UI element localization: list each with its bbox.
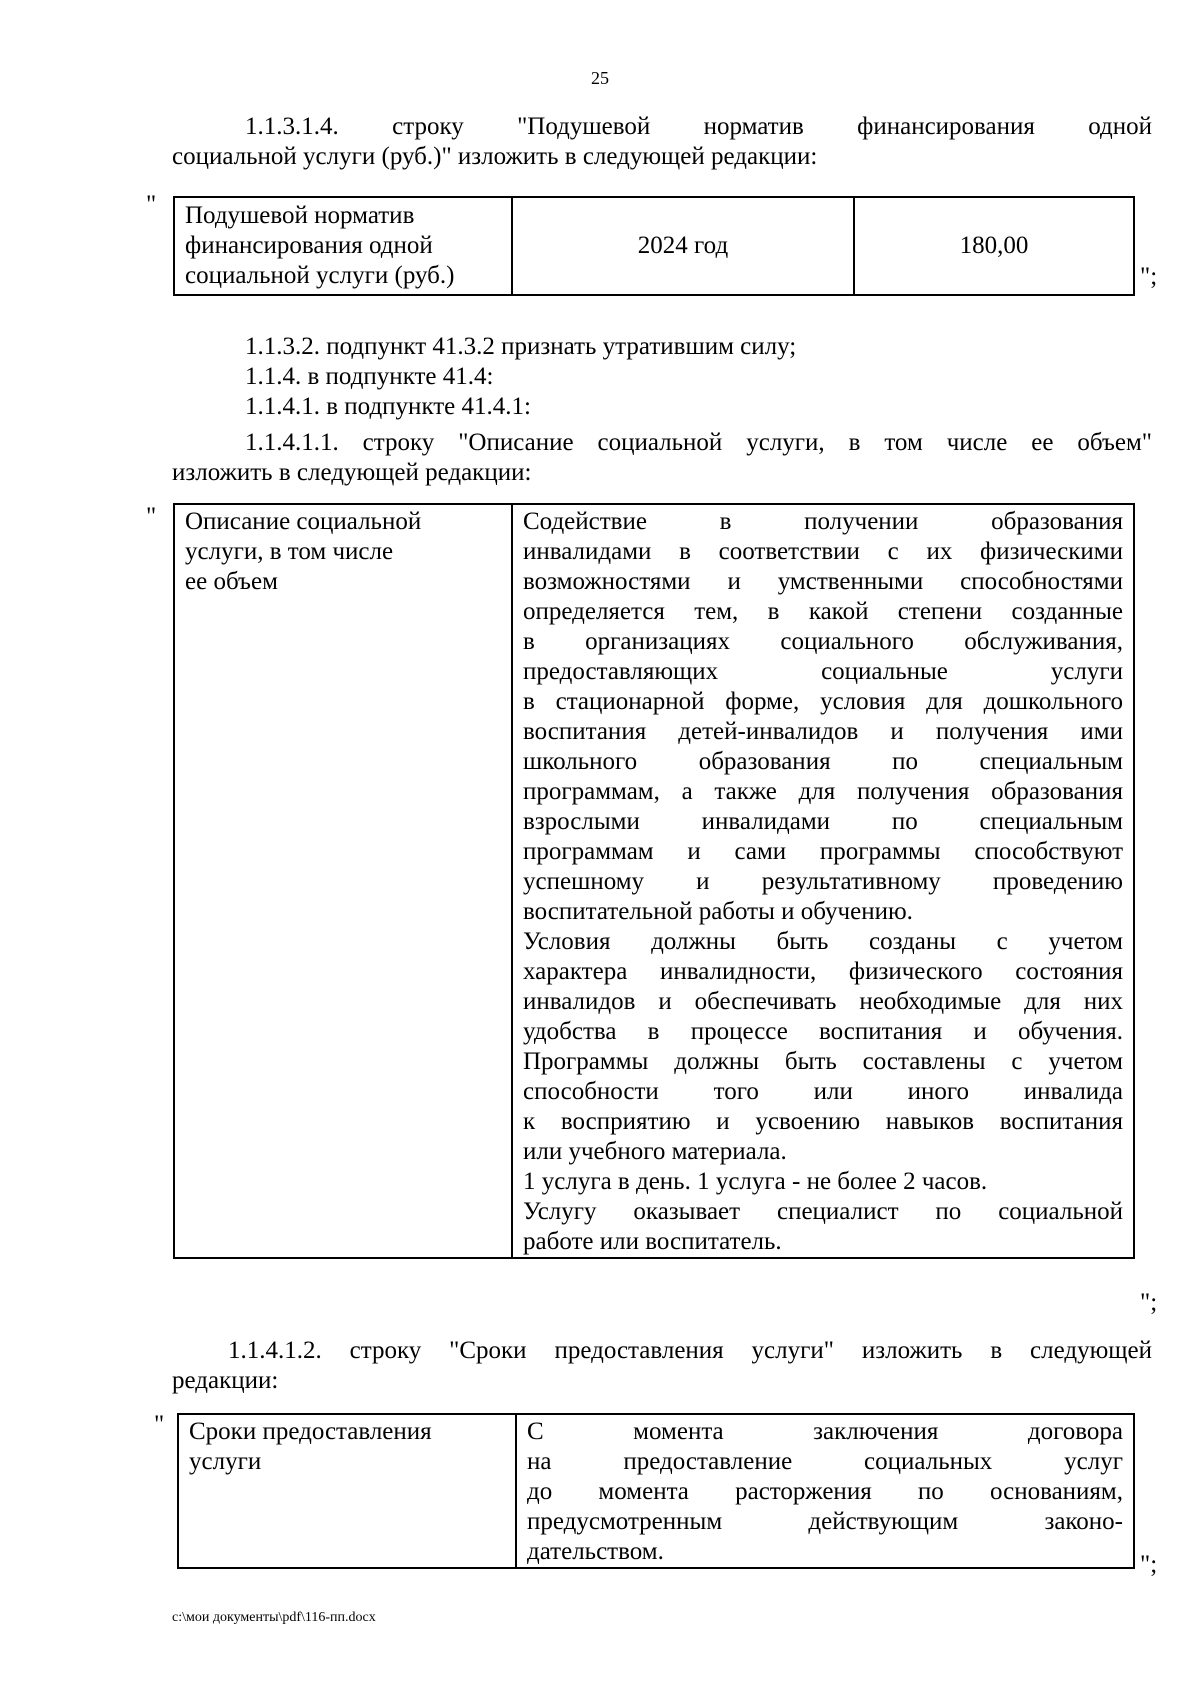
paragraph-1-line-1: 1.1.3.1.4. строку "Подушевой норматив финансирования одной bbox=[245, 113, 1152, 140]
body-line: или учебного материала. bbox=[523, 1138, 787, 1165]
paragraph-3-line-2: редакции: bbox=[172, 1367, 279, 1394]
body-line: программам, а также для получения образования bbox=[523, 778, 1123, 805]
body-line: дательством. bbox=[527, 1538, 664, 1565]
table-1-label-line: Подушевой норматив bbox=[185, 202, 415, 229]
table-2-label-line: ее объем bbox=[185, 568, 278, 595]
table-1-close-quote: "; bbox=[1140, 263, 1158, 290]
body-line: Услугу оказывает специалист по социальной bbox=[523, 1198, 1123, 1225]
table-2-close-quote: "; bbox=[1140, 1289, 1158, 1316]
body-line: способности того или иного инвалида bbox=[523, 1078, 1123, 1105]
body-line: к восприятию и усвоению навыков воспитания bbox=[523, 1108, 1123, 1135]
item-2: 1.1.4. в подпункте 41.4: bbox=[245, 363, 494, 390]
item-1: 1.1.3.2. подпункт 41.3.2 признать утратившим силу; bbox=[245, 333, 797, 360]
table-3-body-cell bbox=[516, 1414, 1134, 1568]
table-2-label-cell bbox=[174, 504, 512, 1258]
body-line: инвалидами в соответствии с их физическими bbox=[523, 538, 1123, 565]
body-line: школьного образования по специальным bbox=[523, 748, 1123, 775]
body-line: программам и сами программы способствуют bbox=[523, 838, 1123, 865]
body-line: С момента заключения договора bbox=[527, 1418, 1123, 1445]
body-line: возможностями и умственными способностями bbox=[523, 568, 1123, 595]
table-row bbox=[178, 1414, 1134, 1568]
body-line: в стационарной форме, условия для дошкольного bbox=[523, 688, 1123, 715]
body-line: в организациях социального обслуживания, bbox=[523, 628, 1123, 655]
table-3-close-quote: "; bbox=[1140, 1551, 1158, 1578]
body-line: воспитательной работы и обучению. bbox=[523, 898, 913, 925]
table-3-body-text bbox=[527, 1417, 1123, 1567]
table-1-label-line: финансирования одной bbox=[185, 232, 433, 259]
body-line: инвалидов и обеспечивать необходимые для них bbox=[523, 988, 1123, 1015]
paragraph-1-line-2: социальной услуги (руб.)" изложить в следующей редакции: bbox=[172, 143, 818, 170]
body-line: характера инвалидности, физического состояния bbox=[523, 958, 1123, 985]
table-1-label-cell bbox=[174, 197, 512, 295]
table-3 bbox=[177, 1413, 1135, 1569]
body-line: воспитания детей-инвалидов и получения ими bbox=[523, 718, 1123, 745]
paragraph-2-line-1: 1.1.4.1.1. строку "Описание социальной услуги, в том числе ее объем" bbox=[245, 429, 1152, 456]
body-line: работе или воспитатель. bbox=[523, 1228, 782, 1255]
table-row bbox=[174, 504, 1134, 1258]
table-3-label-cell bbox=[178, 1414, 516, 1568]
table-2-open-quote: " bbox=[146, 503, 157, 530]
body-line: взрослыми инвалидами по специальным bbox=[523, 808, 1123, 835]
table-1-open-quote: " bbox=[146, 191, 157, 218]
body-line: Программы должны быть составлены с учетом bbox=[523, 1048, 1123, 1075]
body-line: предоставляющих социальные услуги bbox=[523, 658, 1123, 685]
body-line: удобства в процессе воспитания и обучения. bbox=[523, 1018, 1123, 1045]
paragraph-3-line-1: 1.1.4.1.2. строку "Сроки предоставления услуги" изложить в следующей bbox=[228, 1337, 1152, 1364]
table-row bbox=[174, 197, 1134, 295]
table-2-body-text bbox=[523, 507, 1123, 1257]
table-2-label-line: Описание социальной bbox=[185, 508, 422, 535]
table-3-label-line: услуги bbox=[189, 1448, 262, 1475]
table-3-label-line: Сроки предоставления bbox=[189, 1418, 432, 1445]
footer-file-path: c:\мои документы\pdf\116-пп.docx bbox=[172, 1610, 376, 1625]
body-line: успешному и результативному проведению bbox=[523, 868, 1123, 895]
table-1-label-line: социальной услуги (руб.) bbox=[185, 262, 455, 289]
body-line: определяется тем, в какой степени созданные bbox=[523, 598, 1123, 625]
body-line: на предоставление социальных услуг bbox=[527, 1448, 1123, 1475]
table-2-label-line: услуги, в том числе bbox=[185, 538, 394, 565]
body-line: Условия должны быть созданы с учетом bbox=[523, 928, 1123, 955]
body-line: до момента расторжения по основаниям, bbox=[527, 1478, 1123, 1505]
table-1-year-cell: 2024 год bbox=[512, 197, 854, 295]
table-1-value-cell: 180,00 bbox=[854, 197, 1134, 295]
body-line: 1 услуга в день. 1 услуга - не более 2 часов. bbox=[523, 1168, 988, 1195]
table-2-body-cell bbox=[512, 504, 1134, 1258]
page-number: 25 bbox=[591, 68, 609, 88]
paragraph-2-line-2: изложить в следующей редакции: bbox=[172, 459, 532, 486]
body-line: предусмотренным действующим законо- bbox=[527, 1508, 1123, 1535]
item-3: 1.1.4.1. в подпункте 41.4.1: bbox=[245, 393, 531, 420]
table-2 bbox=[173, 503, 1135, 1259]
table-1 bbox=[173, 196, 1135, 296]
body-line: Содействие в получении образования bbox=[523, 508, 1123, 535]
table-3-open-quote: " bbox=[154, 1411, 165, 1438]
